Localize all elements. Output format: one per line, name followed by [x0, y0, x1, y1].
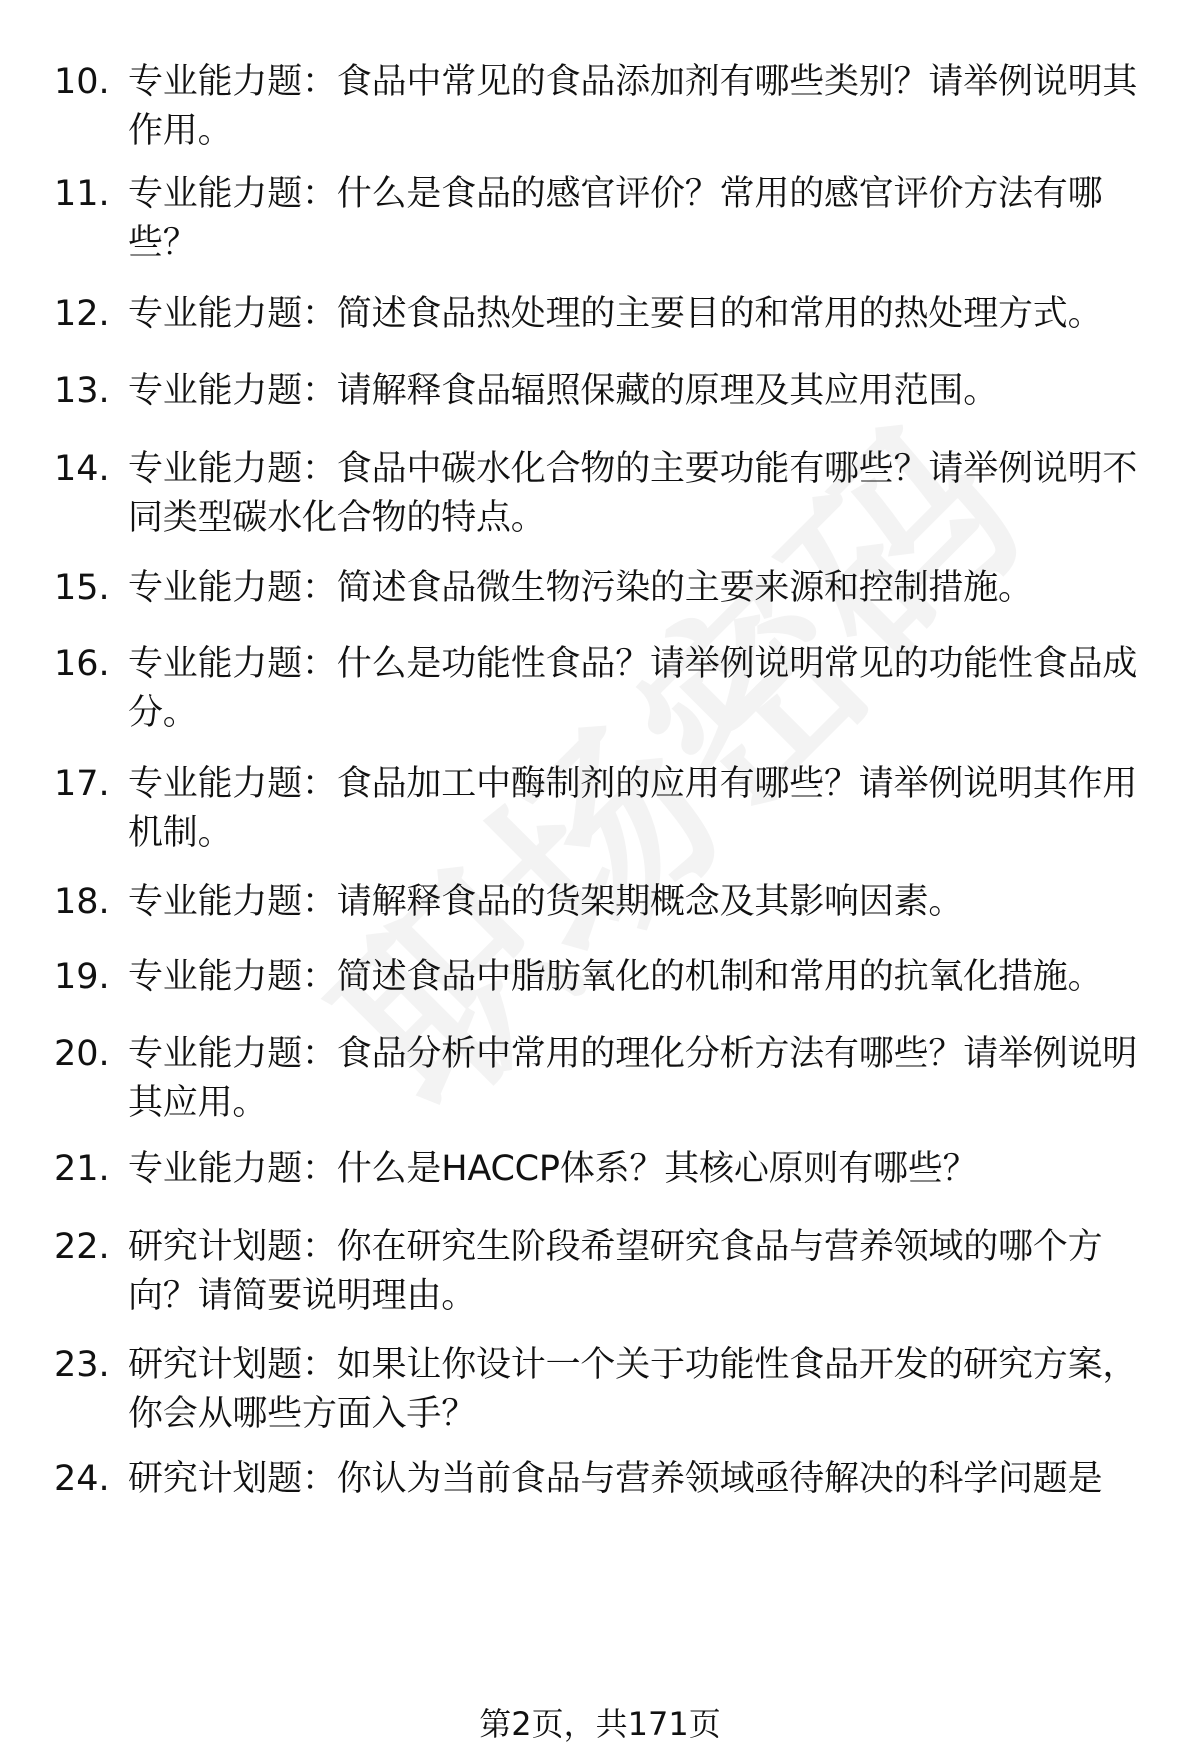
- question-text: 专业能力题：食品中碳水化合物的主要功能有哪些？请举例说明不同类型碳水化合物的特点。: [128, 449, 1138, 538]
- question-number: 21.: [54, 1149, 110, 1189]
- question-number: 23.: [54, 1345, 110, 1385]
- question-text: 专业能力题：请解释食品的货架期概念及其影响因素。: [128, 882, 964, 922]
- page-footer: 第2页，共171页: [479, 1705, 721, 1743]
- question-number: 10.: [54, 62, 110, 102]
- question-number: 24.: [54, 1459, 110, 1499]
- question-text: 专业能力题：什么是HACCP体系？其核心原则有哪些？: [128, 1149, 978, 1189]
- question-number: 17.: [54, 764, 110, 804]
- question-number: 11.: [54, 174, 110, 214]
- question-number: 20.: [54, 1034, 110, 1074]
- question-text: 专业能力题：请解释食品辐照保藏的原理及其应用范围。: [128, 371, 999, 411]
- question-text: 专业能力题：简述食品热处理的主要目的和常用的热处理方式。: [128, 294, 1103, 334]
- question-text: 专业能力题：什么是功能性食品？请举例说明常见的功能性食品成分。: [128, 644, 1138, 733]
- question-text: 研究计划题：你在研究生阶段希望研究食品与营养领域的哪个方向？请简要说明理由。: [128, 1227, 1103, 1316]
- question-number: 22.: [54, 1227, 110, 1267]
- question-text: 专业能力题：食品分析中常用的理化分析方法有哪些？请举例说明其应用。: [128, 1034, 1138, 1123]
- question-number: 15.: [54, 568, 110, 608]
- question-text: 专业能力题：食品中常见的食品添加剂有哪些类别？请举例说明其作用。: [128, 62, 1138, 151]
- question-number: 18.: [54, 882, 110, 922]
- question-text: 专业能力题：简述食品中脂肪氧化的机制和常用的抗氧化措施。: [128, 957, 1103, 997]
- question-text: 专业能力题：什么是食品的感官评价？常用的感官评价方法有哪些？: [128, 174, 1103, 263]
- question-text: 专业能力题：食品加工中酶制剂的应用有哪些？请举例说明其作用机制。: [128, 764, 1138, 853]
- question-text: 研究计划题：你认为当前食品与营养领域亟待解决的科学问题是: [128, 1459, 1103, 1499]
- question-number: 13.: [54, 371, 110, 411]
- question-number: 14.: [54, 449, 110, 489]
- question-number: 19.: [54, 957, 110, 997]
- question-text: 专业能力题：简述食品微生物污染的主要来源和控制措施。: [128, 568, 1033, 608]
- question-number: 16.: [54, 644, 110, 684]
- question-number: 12.: [54, 294, 110, 334]
- question-text: 研究计划题：如果让你设计一个关于功能性食品开发的研究方案，你会从哪些方面入手？: [128, 1345, 1138, 1434]
